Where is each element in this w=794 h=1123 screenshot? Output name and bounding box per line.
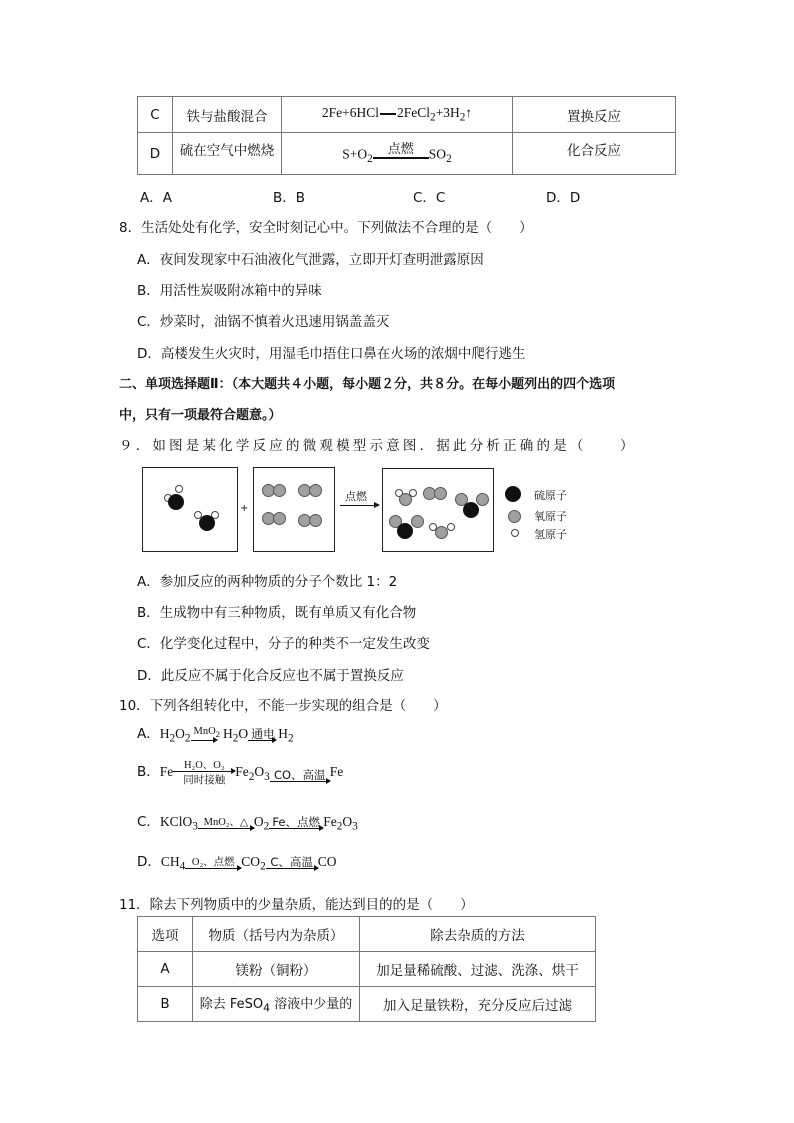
table-header: 除去杂质的方法 [360,917,596,952]
condition-text: MnO [193,725,216,737]
table-header: 选项 [138,917,193,952]
option-label: A． [137,726,160,742]
subscript: 2 [430,111,436,124]
formula: H [278,726,288,741]
subscript: 2 [232,732,239,745]
formula: Fe [235,764,249,780]
q8-stem: 8．生活处处有化学，安全时刻记心中。下列做法不合理的是（ ） [119,220,533,236]
q11-stem: 11．除去下列物质中的少量杂质，能达到目的的是（ ） [119,897,474,913]
impurity-table [137,916,596,1022]
condition: 通电 [251,726,276,741]
q9-option-a[interactable]: A．参加反应的两种物质的分子个数比 1：2 [137,574,398,590]
q9-stem: ９．如图是某化学反应的微观模型示意图．据此分析正确的是（ ） [119,438,637,454]
sulfur-atom [397,523,413,539]
option-label: B． [137,764,160,781]
formula: O [342,814,353,829]
formula: CO [317,854,337,869]
q9-option-b[interactable]: B．生成物中有三种物质，既有单质又有化合物 [137,605,417,621]
section2-heading-line2: 中，只有一项最符合题意。） [119,408,282,423]
condition: C、高温 [270,854,313,869]
q9-option-c[interactable]: C．化学变化过程中，分子的种类不一定发生改变 [137,636,430,652]
equals-bar [380,113,396,115]
formula: O [254,764,265,780]
table-row [138,952,596,987]
subscript: 3 [352,820,358,833]
formula: KClO [159,814,193,829]
formula: Fe [159,764,174,780]
sulfur-atom [168,494,184,510]
condition-text: 点燃 [387,141,414,157]
table-cell-content: 铁与盐酸混合 [173,97,282,133]
q10-option-c[interactable] [137,810,358,833]
subscript: 3 [192,820,198,833]
q10-option-a[interactable] [137,722,294,745]
option-label: D． [137,854,161,870]
legend-hydrogen-symbol [511,529,519,537]
subscript: 2 [263,820,270,833]
legend-oxygen-label: 氧原子 [534,510,567,523]
q8-option-a[interactable]: A．夜间发现家中石油液化气泄露，立即开灯查明泄露原因 [137,252,484,268]
formula: O [175,726,185,741]
gas-arrow: ↑ [465,105,473,121]
sulfur-atom [199,515,215,531]
product-box [382,468,494,552]
oxygen-atom [273,512,286,525]
equation-right: 2FeCl [396,105,430,121]
option-label: C． [137,814,160,830]
subscript: 4 [263,1001,271,1015]
table-cell-method: 加足量稀硫酸、过滤、洗涤、烘干 [360,952,596,987]
legend-oxygen-symbol [508,510,521,523]
subscript: 2 [248,770,255,783]
reaction-arrow [270,770,330,786]
equation-left: 2Fe+6HCl [321,105,379,121]
reaction-arrow [198,817,254,833]
subscript: 3 [264,770,270,783]
oxygen-atom [309,484,322,497]
condition: MnO₂、△ [203,816,249,828]
condition [191,726,224,740]
subscript: 2 [260,860,266,873]
condition: O₂、点燃 [191,856,235,868]
equation-right: SO [428,145,447,161]
formula: O [238,726,249,741]
subscript: 2 [287,732,294,745]
formula: CH [160,854,180,869]
subscript: 2 [367,152,373,165]
table-cell-option: A [138,952,193,987]
table-cell-content: 硫在空气中燃烧 [173,133,282,175]
q10-option-d[interactable] [137,850,336,873]
oxygen-atom [309,514,322,527]
subscript: 2 [446,152,452,165]
q7-option-d[interactable]: D．D [546,190,581,206]
table-cell-type: 化合反应 [513,133,676,175]
oxygen-atom [434,487,447,500]
subscript: 2 [184,732,191,745]
table-cell-substance: 镁粉（铜粉） [193,952,360,987]
formula: Fe [329,764,344,780]
condition: CO、高温 [273,768,326,782]
reaction-arrow [185,857,241,873]
reactant-box-2 [253,467,335,552]
subscript: 2 [215,728,221,739]
hydrogen-atom [175,485,183,493]
q7-option-c[interactable]: C．C [413,190,446,206]
table-cell-type: 置换反应 [513,97,676,133]
equation-tail: +3H [435,105,460,121]
reactant-box-1 [142,467,238,552]
subscript: 2 [169,732,176,745]
hydrogen-atom [409,489,417,497]
formula: H [159,726,170,741]
reaction-arrow [248,726,278,745]
table-cell-option: C [138,97,173,133]
substance-text: 溶液中少量的 [270,997,353,1013]
reaction-arrow [269,814,323,833]
condition-bar [373,143,429,165]
q9-option-d[interactable]: D．此反应不属于化合反应也不属于置换反应 [137,668,404,684]
sulfur-atom [463,502,479,518]
table-header: 物质（括号内为杂质） [193,917,360,952]
q8-option-b[interactable]: B．用活性炭吸附冰箱中的异味 [137,283,322,299]
q8-option-c[interactable]: C．炒菜时，油锅不慎着火迅速用锅盖盖灭 [137,314,390,330]
subscript: 4 [179,860,186,873]
q10-stem: 10．下列各组转化中，不能一步实现的组合是（ ） [119,698,447,714]
formula: Fe [323,814,337,829]
q8-option-d[interactable]: D．高楼发生火灾时，用湿毛巾捂住口鼻在火场的浓烟中爬行逃生 [137,346,526,362]
reaction-arrow [266,854,318,873]
reaction-arrow [340,505,376,506]
condition-top: H₂O、O₂ [183,760,225,771]
plus-sign: + [240,503,249,514]
formula: O [253,814,264,829]
oxygen-atom [411,515,424,528]
substance-text: 除去 FeSO [199,997,264,1013]
q7-option-a[interactable]: A．A [140,190,172,206]
reaction-arrowhead [374,502,380,508]
subscript: 2 [336,820,343,833]
condition: Fe、点燃 [272,814,320,829]
equation-left: S+O [342,145,368,161]
section2-heading-line1: 二、单项选择题Ⅱ：（本大题共４小题，每小题２分，共８分。在每小题列出的四个选项 [119,377,616,392]
legend-sulfur-label: 硫原子 [534,489,567,502]
formula: H [223,726,233,741]
condition-label: 点燃 [345,490,367,503]
reaction-arrow [191,726,224,745]
condition-bottom: 同时接触 [183,774,226,786]
oxygen-atom [435,526,448,539]
legend-sulfur-symbol [505,486,521,502]
q7-option-b[interactable]: B．B [273,190,306,206]
table-cell-method: 加入足量铁粉，充分反应后过滤 [360,987,596,1022]
table-cell-equation [282,133,513,175]
hydrogen-atom [447,523,455,531]
formula: CO [241,854,261,869]
table-cell-option: B [138,987,193,1022]
q10-option-b[interactable] [137,760,343,786]
table-row [138,987,596,1022]
oxygen-atom [273,484,286,497]
subscript: 2 [459,111,466,124]
reaction-arrow [173,760,235,786]
legend-hydrogen-label: 氢原子 [534,528,567,541]
table-cell-substance [193,987,360,1022]
table-cell-equation [282,97,513,133]
table-cell-option: D [138,133,173,175]
oxygen-atom [476,493,489,506]
reaction-table [137,96,676,175]
